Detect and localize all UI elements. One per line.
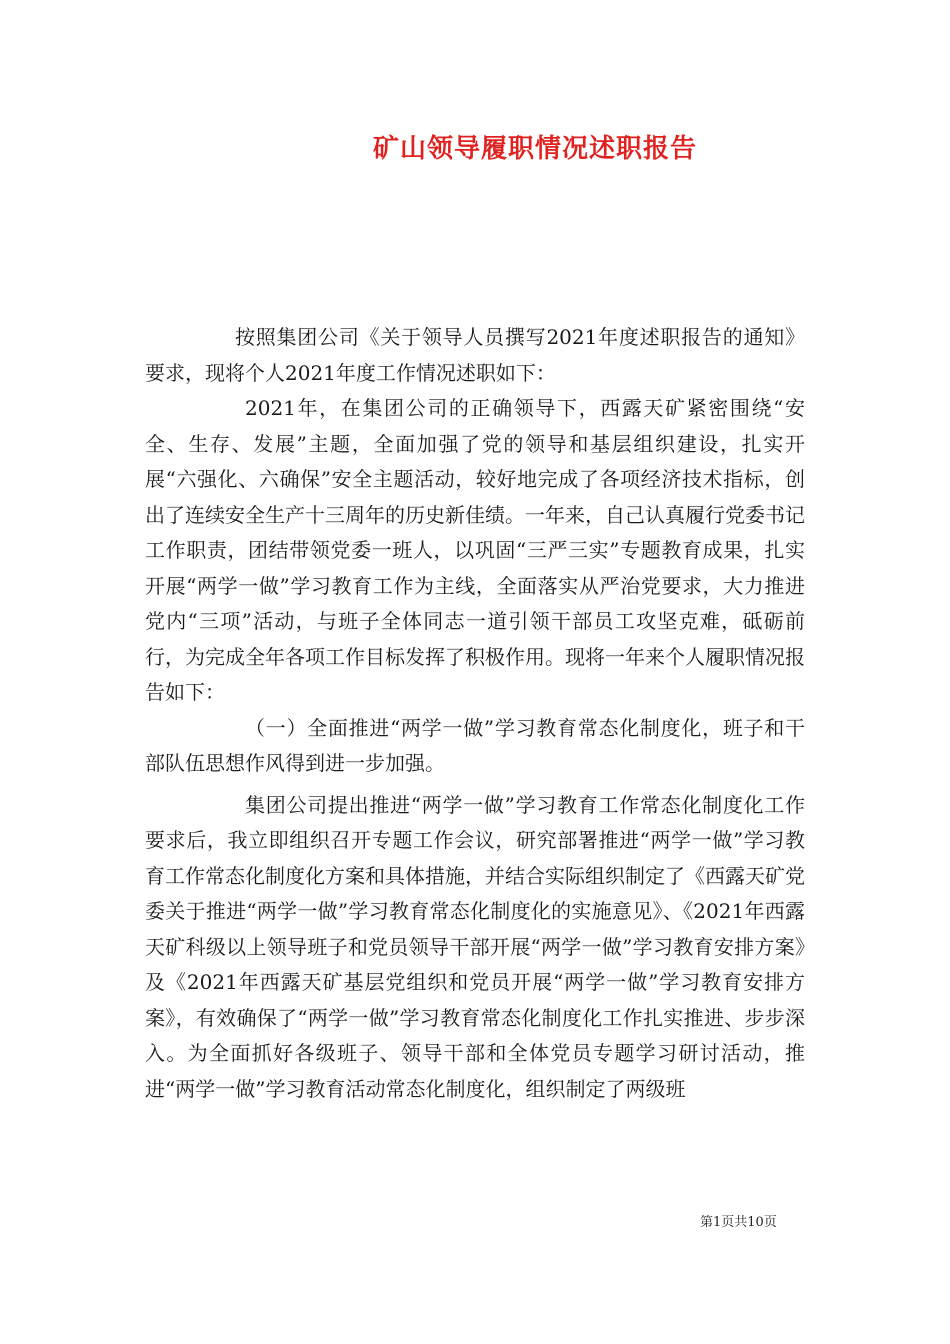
document-title: 矿山领导履职情况述职报告 [372, 134, 697, 164]
paragraph-section-1: 集团公司提出推进“两学一做”学习教育工作常态化制度化工作要求后，我立即组织召开专题工作会议，研究部署推进“两学一做”学习教育工作常态化制度化方案和具体措施，并结合实际组织制定了《西露天矿党委关于推进“两学一做”学习教育常态化制度化的实施意见》、《2021年西露天矿科级以上领导班子和党员领导干部开展“两学一做”学习教育安排方案》及《2021年西露天矿基层党组织和党员开展“两学一做”学习教育安排方案》，有效确保了“两学一做”学习教育常态化制度化工作扎实推进、步步深入。为全面抓好各级班子、领导干部和全体党员专题学习研讨活动，推进“两学一做”学习教育活动常态化制度化，组织制定了两级班 [145, 792, 805, 1101]
paragraph-intro: 按照集团公司《关于领导人员撰写2021年度述职报告的通知》要求，现将个人2021年度工作情况述职如下： [145, 325, 805, 385]
page-number: 第1页共10页 [700, 1215, 777, 1230]
paragraph-summary: 2021年，在集团公司的正确领导下，西露天矿紧密围绕“安全、生存、发展”主题，全面加强了党的领导和基层组织建设，扎实开展“六强化、六确保”安全主题活动，较好地完成了各项经济技术指标，创出了连续安全生产十三周年的历史新佳绩。一年来，自己认真履行党委书记工作职责，团结带领党委一班人，以巩固“三严三实”专题教育成果，扎实开展“两学一做”学习教育工作为主线，全面落实从严治党要求，大力推进党内“三项”活动，与班子全体同志一道引领干部员工攻坚克难，砥砺前行，为完成全年各项工作目标发挥了积极作用。现将一年来个人履职情况报告如下： [145, 396, 805, 704]
section-heading-1: （一）全面推进“两学一做”学习教育常态化制度化，班子和干部队伍思想作风得到进一步加强。 [145, 715, 805, 775]
document-body [145, 320, 805, 1107]
